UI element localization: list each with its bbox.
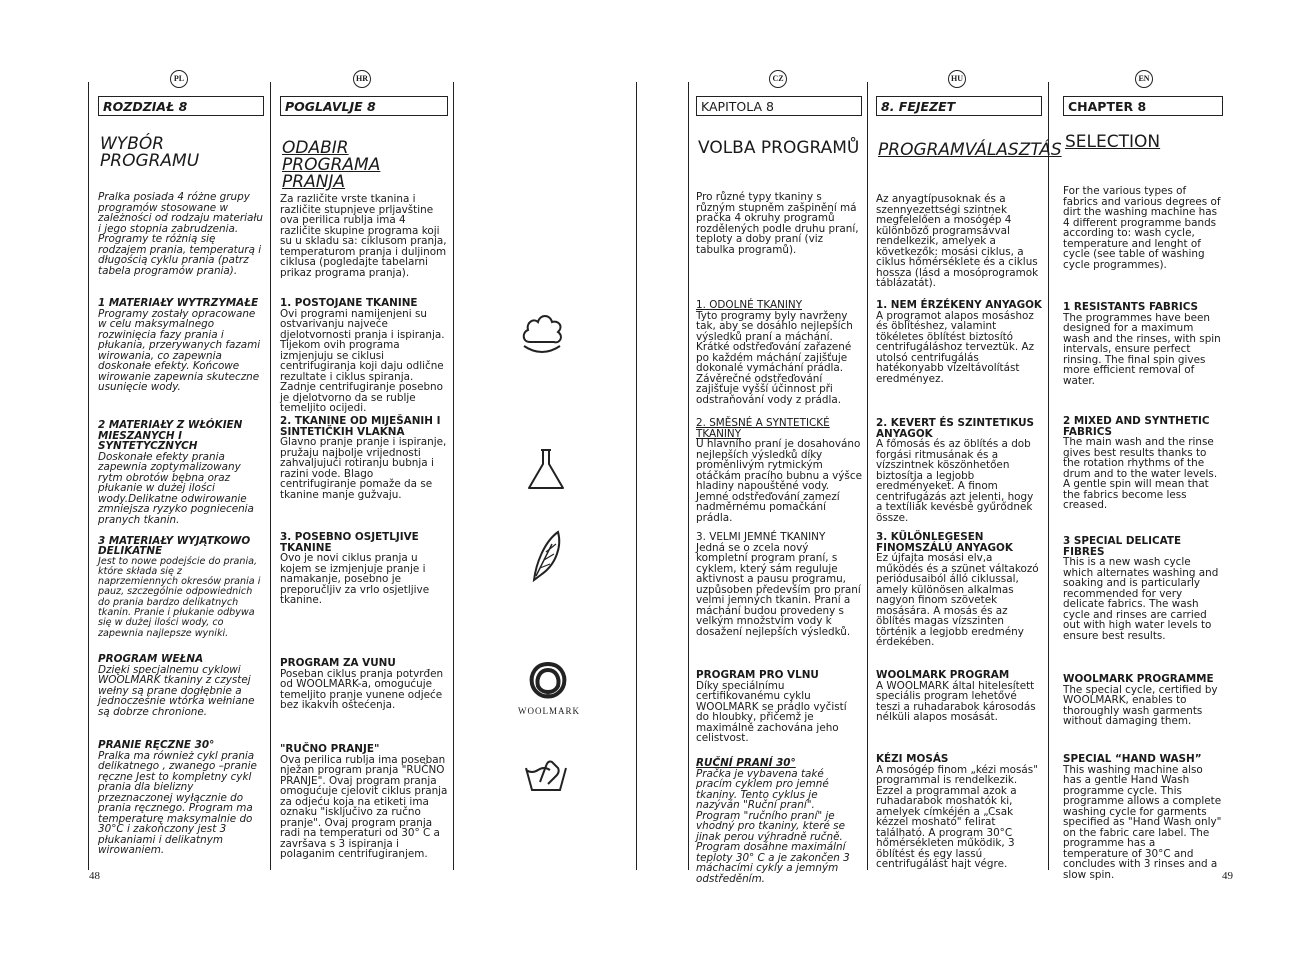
section-3 [876, 532, 1042, 648]
section-2 [280, 416, 448, 500]
section-1-text: Ovi programi namijenjeni su ostvarivanju najveće djelotvornosti pranja i ispiranja. Tijekom ovih programa izmjenjuju se ciklusi centrifugiranja koji daju odlične rezultate i ciklus spiranja. Zadnje centrifugiranje posebno je djelotvorno da se rublje temeljito ocijedi. [280, 307, 445, 414]
section-1 [98, 298, 264, 393]
section-1-text: The programmes have been designed for a maximum wash and the rinses, with spin intervals, ensure perfect rinsing. The final spin gives more efficient removal of water. [1063, 311, 1221, 387]
section-2-heading: 2 MATERIAŁY Z WŁÓKIEN MIESZANYCH I SYNTETYCZNYCH [98, 419, 243, 452]
intro-text: Za različite vrste tkanina i različite stupnjeve prljavštine ova perilica rublja ima 4 različite skupine programa koji su u skladu sa: ciklusom pranja, temperaturom pranja i duljinom ciklusa (pogledajte tabelarni prikaz programa pranja). [280, 193, 447, 279]
column-divider [453, 82, 454, 870]
section-5-heading: PRANIE RĘCZNE 30° [98, 739, 215, 751]
language-flag-cz: CZ [769, 70, 787, 88]
section-2-text: A főmosás és az öblítés a dob forgási ritmusának és a vízszintnek köszönhetően biztosítja a legjobb eredményeket. A finom centrifugázás azt jelenti, hogy a textíliák kevésbé gyűrődnek össze. [876, 438, 1034, 524]
section-3-heading: 3. KÜLÖNLEGESEN FINOMSZÁLÚ ANYAGOK [876, 531, 1013, 554]
intro-text: Pralka posiada 4 różne grupy programów stosowane w zależności od rodzaju materiału i jego stopnia zabrudzenia. Programy te różnią się rodzajem prania, temperaturą i długością cyklu prania (patrz tabela programów prania). [98, 191, 263, 277]
section-3 [280, 532, 448, 606]
section-5-text: Pralka ma również cykl prania delikatnego , zwanego –pranie ręczne Jest to kompletny cykl prania dla bielizny przeznaczonej wyłącznie do prania ręcznego. Program ma temperaturę maksymalnie do 30°C i zakończony jest 3 płukaniami i delikatnym wirowaniem. [98, 749, 257, 856]
intro-text: Az anyagtípusoknak és a szennyezettségi szintnek megfelelően a mosógép 4 különböző programsávval rendelkezik, amelyek a következők: mosási ciklus, a ciklus hőmérséklete és a ciklus hossza (lásd a mosóprogramok táblázatát). [876, 193, 1039, 289]
section-title [282, 140, 448, 191]
icon-synthetic [526, 448, 566, 496]
section-2 [876, 418, 1042, 523]
title-line-1: WYBÓR [100, 134, 165, 154]
section-4 [696, 670, 862, 744]
language-flag-en: EN [1135, 70, 1153, 88]
section-2-text: U hlavního praní je dosahováno nejlepších výsledků díky proměnlivým rytmickým otáčkám pracího bubnu a výšce hladiny napouštěné vody. Jemné odstřeďování zamezí nadměrnému pomačkání prádla. [696, 438, 862, 524]
section-3-text: Jedná se o zcela nový kompletní program praní, s cyklem, který sám reguluje aktivnost a pausu programu, uzpůsoben především pro praní velmi jemných tkanin. Praní a máchání budou provedeny s velkým množstvím vody k dosažení nejlepších výsledků. [696, 541, 861, 638]
section-3-heading: 3 SPECIAL DELICATE FIBRES [1063, 535, 1182, 558]
section-1-text: A programot alapos mosáshoz és öblítéshez, valamint tökéletes öblítést biztosító centrifugáláshoz terveztük. Az utolsó centrifugálás hatékonyabb vízeltávolítást eredményez. [876, 309, 1035, 385]
woolmark-icon [524, 660, 572, 700]
flask-icon [526, 448, 566, 492]
section-title: PROGRAMVÁLASZTÁS [878, 140, 1062, 160]
section-5-heading: RUČNÍ PRANÍ 30° [696, 757, 796, 769]
section-title: SELECTION [1065, 132, 1161, 152]
language-flag-pl: PL [170, 70, 188, 88]
section-5-heading: "RUČNO PRANJE" [280, 743, 380, 755]
page-number-left: 48 [89, 870, 100, 882]
section-3-text: Jest to nowe podejście do prania, które składa się z naprzemiennych okresów prania i pauz, szczególnie odpowiednich do prania bardzo delikatnych tkanin. Pranie i płukanie odbywa się w dużej ilości wody, co zapewnia najlepsze wyniki. [98, 555, 261, 639]
section-4 [1063, 674, 1223, 727]
chapter-label: 8. FEJEZET [876, 96, 1042, 116]
section-3 [98, 536, 264, 639]
section-1 [280, 298, 448, 414]
icon-cotton [518, 312, 566, 362]
language-flag-hu: HU [948, 70, 966, 88]
section-5 [98, 740, 264, 856]
icon-delicate [526, 528, 566, 588]
chapter-label: KAPITOLA 8 [696, 96, 862, 116]
section-2-heading: 2. SMĚSNÉ A SYNTETICKÉ TKANINY [696, 417, 830, 440]
column-divider [88, 82, 89, 870]
title-line-2: PRANJA [282, 172, 346, 192]
icon-woolmark [514, 660, 584, 716]
hand-wash-icon [524, 756, 568, 794]
cotton-icon [518, 312, 566, 358]
section-3-heading: 3 MATERIAŁY WYJĄTKOWO DELIKATNE [98, 535, 251, 558]
section-3-text: This is a new wash cycle which alternates washing and soaking and is particularly recommended for very delicate fabrics. The wash cycle and rinses are carried out with high water levels to ensure best results. [1063, 556, 1219, 642]
section-2 [696, 418, 862, 523]
section-1-text: Tyto programy byly navrženy tak, aby se dosáhlo nejlepších výsledků praní a máchání. Krátké odstřeďování zařazené po každém máchání zajišťuje dokonalé vymáchání prádla. Závěrečné odstřeďování zajišťuje vyšší účinnost při odstraňování vody z prádla. [696, 309, 853, 406]
column-divider [867, 82, 868, 870]
section-4-heading: WOOLMARK PROGRAM [876, 669, 1010, 681]
section-5 [280, 744, 448, 860]
section-2-text: Glavno pranje pranje i ispiranje, pružaju najbolje vrijednosti zahvaljujući rotiranju bubnja i razini vode. Blago centrifugiranje pomaže da se tkanine manje gužvaju. [280, 436, 447, 501]
icon-hand-wash [524, 756, 568, 798]
section-1-text: Programy zostały opracowane w celu maksymalnego rozwinięcia fazy prania i płukania, przerywanych fazami wirowania, co zapewnia doskonałe efekty. Końcowe wirowanie zapewnia skuteczne usunięcie wody. [98, 307, 261, 393]
section-title [100, 136, 199, 170]
section-4-text: Dzięki specjalnemu cyklowi WOOLMARK tkaniny z czystej wełny są prane dogłębnie a jednocześnie wtórka wełniane są dobrze chronione. [98, 663, 255, 718]
section-5-text: Pračka je vybavena také pracím cyklem pro jemné tkaniny. Tento cyklus je nazýván "Ruční praní". Program "ručního praní" je vhodný pro tkaniny, které se jinak perou výhradně ručně. Program dosáhne maximální teploty 30° C a je zakončen 3 máchacími cykly a jemným odstředěním. [696, 767, 850, 885]
section-1-heading: 1. NEM ÉRZÉKENY ANYAGOK [876, 299, 1042, 311]
section-3 [1063, 536, 1223, 641]
section-1-heading: 1 MATERIAŁY WYTRZYMAŁE [98, 297, 259, 309]
section-4-heading: WOOLMARK PROGRAMME [1063, 673, 1214, 685]
section-4-text: A WOOLMARK által hitelesített speciális program lehetővé teszi a ruhadarabok károsodás nélküli alapos mosását. [876, 679, 1036, 723]
section-4-text: The special cycle, certified by WOOLMARK, enables to thoroughly wash garments without damaging them. [1063, 683, 1218, 727]
section-1-heading: 1. POSTOJANE TKANINE [280, 297, 418, 309]
intro-text: For the various types of fabrics and various degrees of dirt the washing machine has 4 different programme bands according to: wash cycle, temperature and lenght of cycle (see table of washing cycle programmes). [1063, 185, 1221, 271]
section-5 [1063, 754, 1223, 880]
section-2 [1063, 416, 1223, 511]
section-2-heading: 2. TKANINE OD MIJEŠANIH I SINTETIČKIH VLAKNA [280, 415, 441, 438]
section-3-text: Ez újfajta mosási elv,a működés és a szünet váltakozó periódusaiból álló ciklussal, amely különösen alkalmas nagyon finom szövetek mosására. A mosás és az öblítés magas vízszinten történik a legjobb eredmény érdekében. [876, 552, 1039, 648]
section-5-text: Ova perilica rublja ima poseban nježan program pranja "RUČNO PRANJE". Ovaj program pranja omogućuje cjelovit ciklus pranja za odjeću koja na etiketi ima oznaku "isključivo za ručno pranje". Ovaj program pranja radi na temperaturi od 30° C a završava s 3 ispiranja i polaganim centrifugiranjem. [280, 753, 448, 860]
column-divider [270, 82, 271, 870]
page-gutter [636, 82, 637, 870]
section-5-heading: SPECIAL “HAND WASH” [1063, 753, 1202, 765]
intro-text: Pro různé typy tkaniny s různým stupněm zašpinění má pračka 4 okruhy programů rozdělených podle druhu praní, teploty a doby praní (viz tabulka programů). [696, 191, 859, 256]
section-4 [280, 658, 448, 711]
section-3-heading: 3. VELMI JEMNÉ TKANINY [696, 531, 826, 543]
title-line-2: PROGRAMU [100, 151, 200, 171]
section-2-heading: 2. KEVERT ÉS SZINTETIKUS ANYAGOK [876, 417, 1035, 440]
section-1 [1063, 302, 1223, 386]
section-4 [98, 654, 264, 717]
section-5-text: This washing machine also has a gentle Hand Wash programme cycle. This programme allows a complete washing cycle for garments specified as "Hand Wash only" on the fabric care label. The programme has a temperature of 30°C and concludes with 3 rinses and a slow spin. [1063, 763, 1222, 881]
section-4 [876, 670, 1042, 723]
column-divider [1048, 82, 1049, 870]
section-3-text: Ovo je novi ciklus pranja u kojem se izmjenjuje pranje i namakanje, posebno je preporučljiv za vrlo osjetljive tkanine. [280, 552, 430, 606]
chapter-label: ROZDZIAŁ 8 [98, 96, 264, 116]
section-3-heading: 3. POSEBNO OSJETLJIVE TKANINE [280, 531, 419, 554]
section-1 [696, 300, 862, 405]
language-flag-hr: HR [353, 70, 371, 88]
section-5 [696, 758, 862, 884]
section-2-heading: 2 MIXED AND SYNTHETIC FABRICS [1063, 415, 1210, 438]
chapter-label: CHAPTER 8 [1063, 96, 1223, 116]
section-title: VOLBA PROGRAMŮ [698, 138, 860, 158]
column-divider [688, 82, 689, 870]
section-4-heading: PROGRAM WEŁNA [98, 653, 204, 665]
title-line-1: ODABIR PROGRAMA [282, 138, 381, 175]
feather-icon [526, 528, 566, 584]
section-5-text: A mosógép finom „kézi mosás" programmal is rendelkezik. Ezzel a programmal azok a ruhadarabok moshatók ki, amelyek címkéjén a „Csak kézzel mosható" felirat található. A program 30°C hőmérsékleten működik, 3 öblítést és egy lassú centrifugálást hajt végre. [876, 763, 1038, 870]
section-1-heading: 1 RESISTANTS FABRICS [1063, 301, 1199, 313]
woolmark-label: WOOLMARK [518, 706, 580, 716]
section-4-heading: PROGRAM PRO VLNU [696, 669, 819, 681]
section-5-heading: KÉZI MOSÁS [876, 753, 949, 765]
section-1-heading: 1. ODOLNÉ TKANINY [696, 299, 803, 311]
page-number-right: 49 [1222, 870, 1233, 882]
section-4-heading: PROGRAM ZA VUNU [280, 657, 396, 669]
section-3 [696, 532, 862, 637]
section-2-text: The main wash and the rinse gives best results thanks to the rotation rhythms of the drum and to the water levels. A gentle spin will mean that the fabrics become less creased. [1063, 436, 1218, 511]
section-4-text: Díky speciálnímu certifikovanému cyklu WOOLMARK se prádlo vyčistí do hloubky, přičemž je maximálně zachována jeho celistvost. [696, 679, 847, 744]
section-4-text: Poseban ciklus pranja potvrđen od WOOLMARK-a, omogućuje temeljito pranje vunene odjeće bez ikakvih oštećenja. [280, 667, 444, 711]
section-2 [98, 420, 264, 525]
section-2-text: Doskonałe efekty prania zapewnia zoptymalizowany rytm obrotów bębna oraz płukanie w dużej ilości wody.Delikatne odwirowanie zmniejsza ryzyko pogniecenia pranych tkanin. [98, 450, 254, 526]
section-1 [876, 300, 1042, 384]
section-5 [876, 754, 1042, 870]
chapter-label: POGLAVLJE 8 [280, 96, 448, 116]
